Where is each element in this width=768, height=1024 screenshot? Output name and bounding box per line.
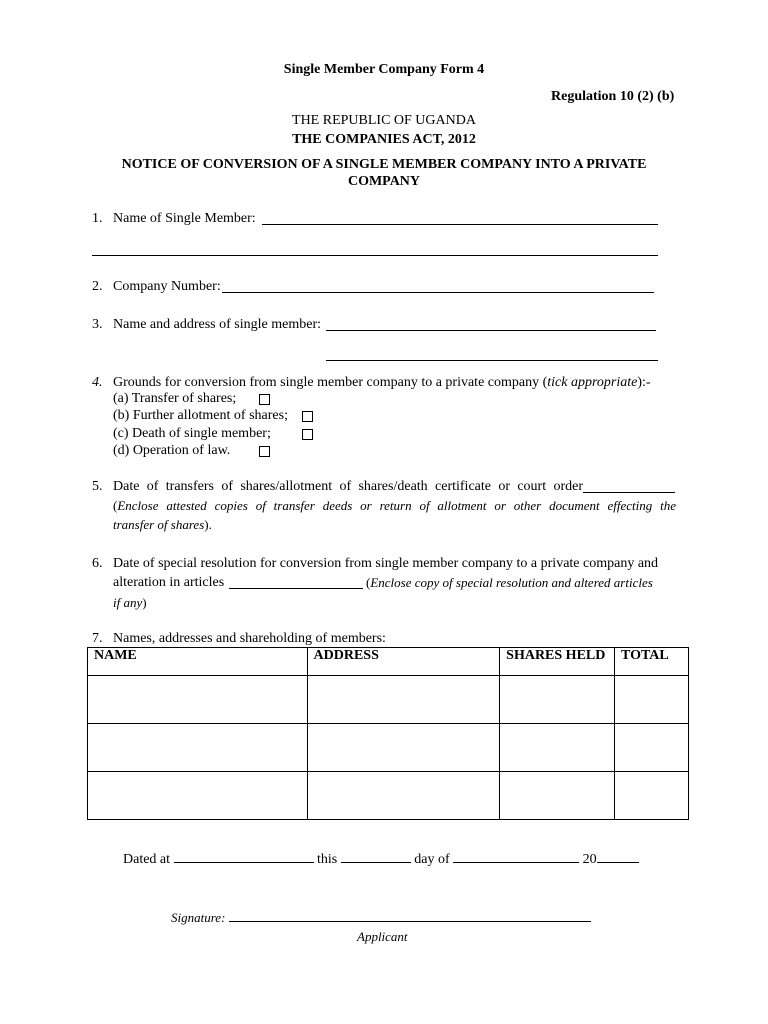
name-cell[interactable] [88, 724, 308, 772]
item-6-note-end: if any) [113, 595, 147, 610]
day-of-label: day of [414, 852, 450, 867]
address-cell[interactable] [307, 724, 500, 772]
this-label: this [317, 852, 338, 867]
ground-law-checkbox[interactable] [259, 446, 270, 457]
header-address: ADDRESS [307, 648, 500, 676]
item-1-label: Name of Single Member: [113, 211, 256, 226]
item-6-number: 6. [92, 556, 103, 571]
signature-label: Signature: [171, 910, 226, 925]
address-cell[interactable] [307, 772, 500, 820]
republic-heading: THE REPUBLIC OF UGANDA [292, 113, 476, 128]
member-name-address-field[interactable] [326, 316, 656, 331]
act-heading: THE COMPANIES ACT, 2012 [292, 132, 476, 147]
day-field[interactable] [341, 850, 411, 863]
resolution-date-field[interactable] [229, 574, 363, 589]
single-member-name-field[interactable] [262, 210, 658, 225]
signature-field[interactable] [229, 909, 591, 922]
item-6-text: Date of special resolution for conversion from single member company to a private company and [113, 556, 659, 571]
signature-line [171, 909, 591, 926]
item-6-note: (Enclose copy of special resolution and altered articles [366, 575, 653, 590]
ground-further-allotment: (b) Further allotment of shares; [113, 408, 288, 423]
total-cell[interactable] [615, 676, 689, 724]
total-cell[interactable] [615, 772, 689, 820]
table-row [88, 724, 689, 772]
name-cell[interactable] [88, 772, 308, 820]
ground-transfer-of-shares: (a) Transfer of shares; [113, 391, 237, 406]
item-6-text-line2: alteration in articles [113, 575, 225, 590]
member-name-address-field-line2[interactable] [326, 346, 658, 361]
item-5-text: Date of transfers of shares/allotment of shares/death certificate or court order [113, 479, 583, 494]
total-cell[interactable] [615, 724, 689, 772]
table-row [88, 772, 689, 820]
ground-death-checkbox[interactable] [302, 429, 313, 440]
single-member-name-field-line2[interactable] [92, 241, 658, 256]
table-row [88, 676, 689, 724]
item-2-number: 2. [92, 279, 103, 294]
item-4-text: Grounds for conversion from single member company to a private company (tick appropriate):- [113, 375, 651, 390]
form-title: Single Member Company Form 4 [283, 62, 485, 77]
year-field[interactable] [597, 850, 639, 863]
item-5-note: (Enclose attested copies of transfer deeds or return of allotment or other document effecting the [113, 498, 676, 513]
item-3-number: 3. [92, 317, 103, 332]
header-name: NAME [88, 648, 308, 676]
ground-allotment-checkbox[interactable] [302, 411, 313, 422]
transfer-date-field[interactable] [583, 478, 675, 493]
item-2-label: Company Number: [113, 279, 221, 294]
name-cell[interactable] [88, 676, 308, 724]
item-5-note-end: transfer of shares). [113, 517, 212, 532]
item-4-number: 4. [92, 375, 103, 390]
address-cell[interactable] [307, 676, 500, 724]
header-total: TOTAL [615, 648, 689, 676]
dated-place-field[interactable] [174, 850, 314, 863]
shares-cell[interactable] [500, 676, 615, 724]
shares-cell[interactable] [500, 724, 615, 772]
applicant-label: Applicant [357, 929, 408, 944]
dated-at-label: Dated at [123, 852, 171, 867]
members-table [87, 647, 689, 820]
item-7-text: Names, addresses and shareholding of members: [113, 631, 386, 646]
regulation-ref: Regulation 10 (2) (b) [551, 89, 675, 104]
dated-line [123, 850, 639, 868]
ground-death-of-member: (c) Death of single member; [113, 426, 271, 441]
company-number-field[interactable] [222, 278, 654, 293]
shares-cell[interactable] [500, 772, 615, 820]
notice-title-line1: NOTICE OF CONVERSION OF A SINGLE MEMBER COMPANY INTO A PRIVATE [121, 157, 647, 172]
header-shares-held: SHARES HELD [500, 648, 615, 676]
notice-title-line2: COMPANY [347, 174, 421, 189]
table-header-row [88, 648, 689, 676]
ground-operation-of-law: (d) Operation of law. [113, 443, 231, 458]
year-prefix: 20 [582, 852, 597, 867]
item-7-number: 7. [92, 631, 103, 646]
item-5-number: 5. [92, 479, 103, 494]
item-1-number: 1. [92, 211, 103, 226]
item-3-label: Name and address of single member: [113, 317, 321, 332]
month-field[interactable] [453, 850, 579, 863]
ground-transfer-checkbox[interactable] [259, 394, 270, 405]
